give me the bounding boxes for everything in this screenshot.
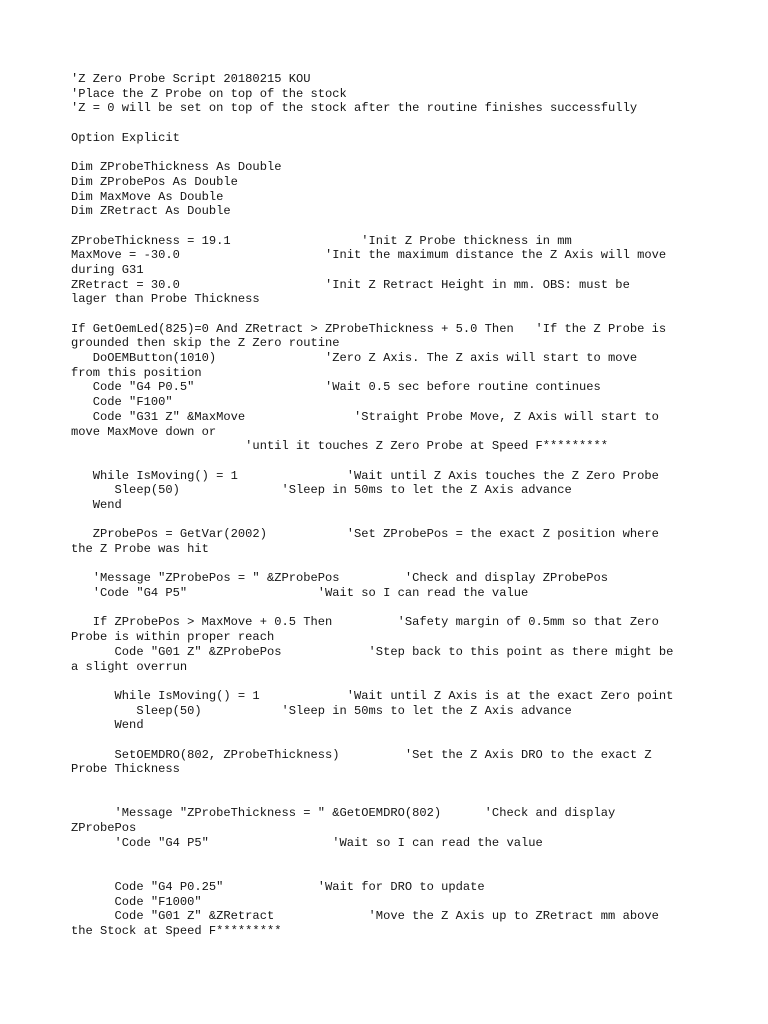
- code-line: 'Place the Z Probe on top of the stock: [71, 86, 347, 101]
- code-line: 'Z = 0 will be set on top of the stock after the routine finishes successfully: [71, 101, 638, 116]
- code-line: [71, 850, 711, 865]
- code-line: Code "F1000": [71, 894, 202, 909]
- code-line: 'Code "G4 P5" 'Wait so I can read the value: [71, 835, 543, 850]
- code-line: If ZProbePos > MaxMove + 0.5 Then 'Safety margin of 0.5mm so that Zero: [71, 615, 659, 630]
- code-line: DoOEMButton(1010) 'Zero Z Axis. The Z axis will start to move: [71, 351, 638, 366]
- code-line: Code "G31 Z" &MaxMove 'Straight Probe Move, Z Axis will start to: [71, 409, 659, 424]
- code-line: [71, 777, 711, 792]
- code-line: ZProbePos: [71, 821, 137, 836]
- code-line: 'Message "ZProbePos = " &ZProbePos 'Check and display ZProbePos: [71, 571, 609, 586]
- code-line: SetOEMDRO(802, ZProbeThickness) 'Set the Z Axis DRO to the exact Z: [71, 747, 652, 762]
- code-line: Option Explicit: [71, 130, 180, 145]
- code-line: Wend: [71, 497, 122, 512]
- code-line: [71, 116, 711, 131]
- code-line: lager than Probe Thickness: [71, 292, 260, 307]
- code-line: 'Z Zero Probe Script 20180215 KOU: [71, 72, 311, 86]
- code-line: [71, 454, 711, 469]
- code-line: If GetOemLed(825)=0 And ZRetract > ZProbeThickness + 5.0 Then 'If the Z Probe is: [71, 321, 667, 336]
- code-line: grounded then skip the Z Zero routine: [71, 336, 340, 351]
- code-line: [71, 557, 711, 572]
- code-line: ZProbeThickness = 19.1 'Init Z Probe thickness in mm: [71, 233, 572, 248]
- code-line: [71, 145, 711, 160]
- code-line: move MaxMove down or: [71, 424, 217, 439]
- code-line: 'until it touches Z Zero Probe at Speed F*********: [71, 439, 609, 454]
- code-line: While IsMoving() = 1 'Wait until Z Axis touches the Z Zero Probe: [71, 468, 659, 483]
- code-line: during G31: [71, 262, 144, 277]
- code-line: Probe Thickness: [71, 762, 180, 777]
- code-line: While IsMoving() = 1 'Wait until Z Axis is at the exact Zero point: [71, 688, 674, 703]
- code-line: [71, 307, 711, 322]
- code-line: a slight overrun: [71, 659, 188, 674]
- code-line: Dim ZRetract As Double: [71, 204, 231, 219]
- code-line: Code "G4 P0.25" 'Wait for DRO to update: [71, 879, 485, 894]
- code-line: [71, 733, 711, 748]
- code-line: from this position: [71, 365, 202, 380]
- code-line: Sleep(50) 'Sleep in 50ms to let the Z Axis advance: [71, 703, 572, 718]
- code-line: MaxMove = -30.0 'Init the maximum distance the Z Axis will move: [71, 248, 667, 263]
- document-body: [71, 72, 711, 939]
- code-line: Wend: [71, 718, 144, 733]
- code-line: ZRetract = 30.0 'Init Z Retract Height in mm. OBS: must be: [71, 277, 630, 292]
- code-line: Code "F100": [71, 395, 173, 410]
- code-line: [71, 601, 711, 616]
- code-line: 'Code "G4 P5" 'Wait so I can read the value: [71, 586, 529, 601]
- code-line: ZProbePos = GetVar(2002) 'Set ZProbePos = the exact Z position where: [71, 527, 659, 542]
- code-line: Dim ZProbePos As Double: [71, 174, 238, 189]
- code-line: Code "G01 Z" &ZRetract 'Move the Z Axis up to ZRetract mm above: [71, 909, 659, 924]
- code-line: Code "G4 P0.5" 'Wait 0.5 sec before routine continues: [71, 380, 601, 395]
- code-line: the Z Probe was hit: [71, 542, 209, 556]
- code-line: Dim ZProbeThickness As Double: [71, 160, 282, 175]
- code-line: [71, 865, 711, 880]
- code-line: [71, 219, 711, 234]
- code-line: Probe is within proper reach: [71, 630, 275, 645]
- code-line: [71, 792, 711, 807]
- code-line: 'Message "ZProbeThickness = " &GetOEMDRO(802) 'Check and display: [71, 806, 616, 821]
- code-line: [71, 513, 711, 528]
- code-line: the Stock at Speed F*********: [71, 923, 282, 938]
- code-line: Dim MaxMove As Double: [71, 189, 224, 204]
- code-line: [71, 674, 711, 689]
- code-line: Sleep(50) 'Sleep in 50ms to let the Z Axis advance: [71, 483, 572, 498]
- code-line: Code "G01 Z" &ZProbePos 'Step back to this point as there might be: [71, 644, 674, 659]
